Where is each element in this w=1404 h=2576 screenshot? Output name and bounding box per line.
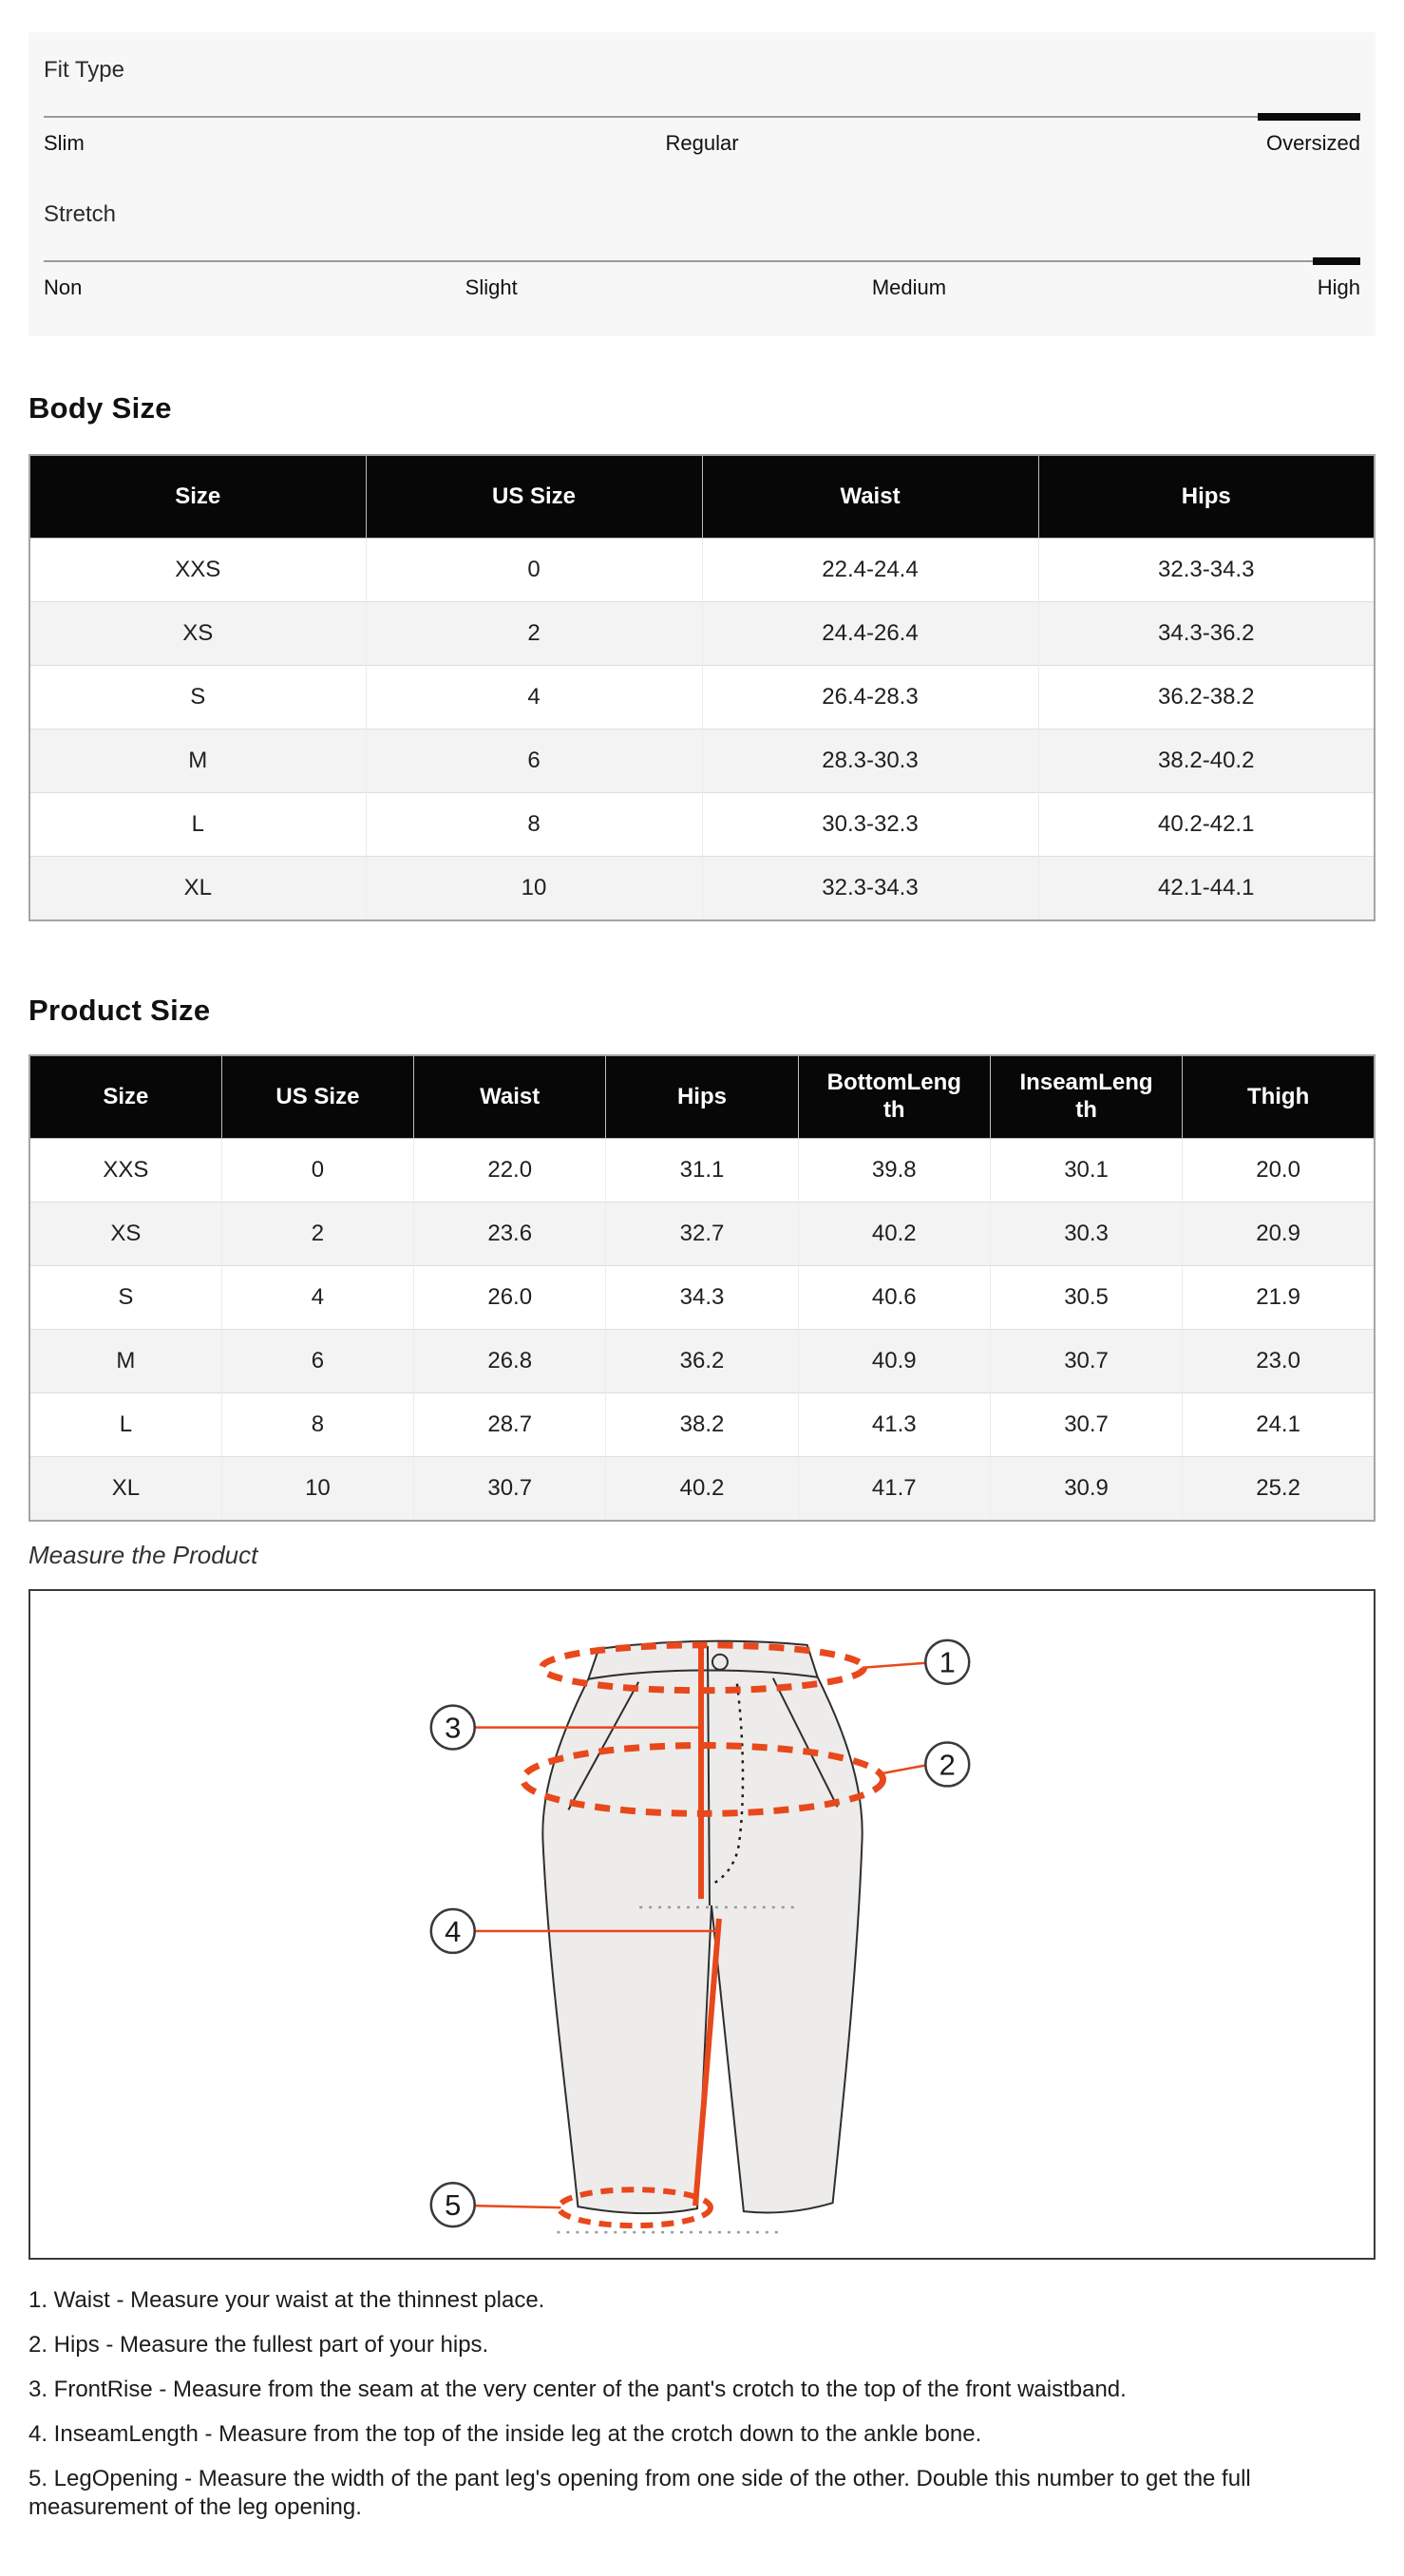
stretch-track xyxy=(44,260,1360,262)
table-row xyxy=(29,602,1375,666)
table-row xyxy=(29,1457,1375,1522)
table-cell: XXS xyxy=(29,1139,221,1203)
table-cell: 20.9 xyxy=(1183,1203,1375,1266)
table-cell: XL xyxy=(29,1457,221,1522)
table-cell: 2 xyxy=(366,602,702,666)
table-row xyxy=(29,539,1375,602)
table-cell: 32.3-34.3 xyxy=(702,857,1038,921)
table-cell: 30.5 xyxy=(990,1266,1182,1330)
table-cell: 42.1-44.1 xyxy=(1038,857,1375,921)
callout-1 xyxy=(925,1640,969,1684)
table-row xyxy=(29,1139,1375,1203)
product-size-table xyxy=(28,1054,1376,1522)
table-cell: 25.2 xyxy=(1183,1457,1375,1522)
header-row xyxy=(29,455,1375,539)
column-header: US Size xyxy=(366,455,702,539)
column-header: InseamLength xyxy=(990,1055,1182,1139)
table-cell: 40.9 xyxy=(798,1330,990,1393)
table-cell: 8 xyxy=(221,1393,413,1457)
table-cell: 28.7 xyxy=(414,1393,606,1457)
table-cell: L xyxy=(29,1393,221,1457)
fit-type-label: Fit Type xyxy=(44,57,124,83)
table-row xyxy=(29,857,1375,921)
header-row xyxy=(29,1055,1375,1139)
callout-2 xyxy=(925,1743,969,1787)
table-cell: 30.1 xyxy=(990,1139,1182,1203)
table-cell: 34.3-36.2 xyxy=(1038,602,1375,666)
slider-option: Slight xyxy=(465,275,518,299)
table-cell: XL xyxy=(29,857,366,921)
table-cell: 24.1 xyxy=(1183,1393,1375,1457)
column-header: Waist xyxy=(702,455,1038,539)
fit-type-marker xyxy=(1258,113,1360,121)
table-row xyxy=(29,793,1375,857)
size-guide-page xyxy=(0,32,1404,2576)
column-header: Hips xyxy=(606,1055,798,1139)
table-cell: 38.2-40.2 xyxy=(1038,729,1375,793)
fit-info-card xyxy=(28,32,1376,336)
body-size-table xyxy=(28,454,1376,921)
table-cell: 40.2-42.1 xyxy=(1038,793,1375,857)
table-cell: S xyxy=(29,666,366,729)
table-cell: 32.7 xyxy=(606,1203,798,1266)
slider-option: Slim xyxy=(44,131,85,155)
table-cell: 2 xyxy=(221,1203,413,1266)
column-header: Hips xyxy=(1038,455,1375,539)
stretch-options xyxy=(44,275,1360,302)
table-cell: XXS xyxy=(29,539,366,602)
table-cell: 36.2-38.2 xyxy=(1038,666,1375,729)
table-cell: 34.3 xyxy=(606,1266,798,1330)
table-cell: 40.2 xyxy=(798,1203,990,1266)
slider-option: Non xyxy=(44,275,83,299)
table-cell: 41.3 xyxy=(798,1393,990,1457)
table-cell: 30.3-32.3 xyxy=(702,793,1038,857)
note-hips: 2. Hips - Measure the fullest part of your hips. xyxy=(28,2332,489,2358)
column-header: US Size xyxy=(221,1055,413,1139)
measurement-notes xyxy=(28,2286,1376,2522)
note-front-rise: 3. FrontRise - Measure from the seam at the very center of the pant's crotch to the top of the front waistband. xyxy=(28,2377,1127,2402)
table-cell: 26.8 xyxy=(414,1330,606,1393)
table-cell: 30.9 xyxy=(990,1457,1182,1522)
callout-3 xyxy=(431,1706,475,1750)
measure-title: Measure the Product xyxy=(28,1541,258,1569)
table-cell: 0 xyxy=(366,539,702,602)
product-size-title: Product Size xyxy=(28,994,211,1027)
table-cell: 23.6 xyxy=(414,1203,606,1266)
table-cell: 22.4-24.4 xyxy=(702,539,1038,602)
table-cell: 28.3-30.3 xyxy=(702,729,1038,793)
table-cell: 26.0 xyxy=(414,1266,606,1330)
column-header: Waist xyxy=(414,1055,606,1139)
slider-option: Regular xyxy=(665,131,739,155)
table-cell: 6 xyxy=(366,729,702,793)
column-header: Size xyxy=(29,455,366,539)
callout-5 xyxy=(431,2183,475,2226)
table-cell: 32.3-34.3 xyxy=(1038,539,1375,602)
measurement-diagram xyxy=(28,1589,1376,2260)
stretch-slider xyxy=(44,201,1360,302)
table-cell: 31.1 xyxy=(606,1139,798,1203)
table-cell: 36.2 xyxy=(606,1330,798,1393)
callout-3-number: 3 xyxy=(445,1711,462,1745)
table-cell: 26.4-28.3 xyxy=(702,666,1038,729)
table-cell: L xyxy=(29,793,366,857)
column-header: Thigh xyxy=(1183,1055,1375,1139)
table-cell: 6 xyxy=(221,1330,413,1393)
stretch-marker xyxy=(1313,257,1360,265)
body-size-title: Body Size xyxy=(28,391,172,425)
column-header: BottomLength xyxy=(798,1055,990,1139)
fit-type-options xyxy=(44,131,1360,158)
table-cell: 30.7 xyxy=(990,1393,1182,1457)
table-cell: 4 xyxy=(366,666,702,729)
note-waist: 1. Waist - Measure your waist at the thinnest place. xyxy=(28,2287,545,2313)
callout-4 xyxy=(431,1909,475,1953)
note-leg-opening: 5. LegOpening - Measure the width of the pant leg's opening from one side of the other. Double this number to get the full measurement of the leg opening. xyxy=(28,2466,1251,2520)
table-cell: M xyxy=(29,729,366,793)
table-cell: 0 xyxy=(221,1139,413,1203)
table-cell: 10 xyxy=(366,857,702,921)
stretch-label: Stretch xyxy=(44,201,117,227)
table-row xyxy=(29,729,1375,793)
table-cell: 30.7 xyxy=(414,1457,606,1522)
table-cell: 40.6 xyxy=(798,1266,990,1330)
table-cell: S xyxy=(29,1266,221,1330)
table-row xyxy=(29,666,1375,729)
pants-diagram-svg xyxy=(30,1591,1374,2258)
table-row xyxy=(29,1393,1375,1457)
table-cell: 22.0 xyxy=(414,1139,606,1203)
table-cell: 38.2 xyxy=(606,1393,798,1457)
fit-type-track xyxy=(44,116,1360,118)
table-cell: 30.3 xyxy=(990,1203,1182,1266)
callout-5-number: 5 xyxy=(445,2188,462,2223)
table-cell: 4 xyxy=(221,1266,413,1330)
table-cell: 30.7 xyxy=(990,1330,1182,1393)
note-inseam-length: 4. InseamLength - Measure from the top of the inside leg at the crotch down to the ankle bone. xyxy=(28,2421,982,2447)
table-cell: 39.8 xyxy=(798,1139,990,1203)
table-cell: 40.2 xyxy=(606,1457,798,1522)
column-header: Size xyxy=(29,1055,221,1139)
table-cell: XS xyxy=(29,602,366,666)
table-cell: 41.7 xyxy=(798,1457,990,1522)
table-cell: 10 xyxy=(221,1457,413,1522)
fit-type-slider xyxy=(44,57,1360,158)
callout-2-number: 2 xyxy=(939,1748,956,1782)
table-cell: 24.4-26.4 xyxy=(702,602,1038,666)
table-cell: 20.0 xyxy=(1183,1139,1375,1203)
slider-option: Medium xyxy=(871,275,947,299)
table-row xyxy=(29,1203,1375,1266)
callout-1-number: 1 xyxy=(939,1645,956,1679)
table-cell: 8 xyxy=(366,793,702,857)
slider-option: High xyxy=(1317,275,1360,299)
table-cell: XS xyxy=(29,1203,221,1266)
table-row xyxy=(29,1330,1375,1393)
table-cell: 23.0 xyxy=(1183,1330,1375,1393)
table-row xyxy=(29,1266,1375,1330)
callout-4-number: 4 xyxy=(445,1914,462,1948)
slider-option: Oversized xyxy=(1265,131,1360,155)
table-cell: M xyxy=(29,1330,221,1393)
table-cell: 21.9 xyxy=(1183,1266,1375,1330)
